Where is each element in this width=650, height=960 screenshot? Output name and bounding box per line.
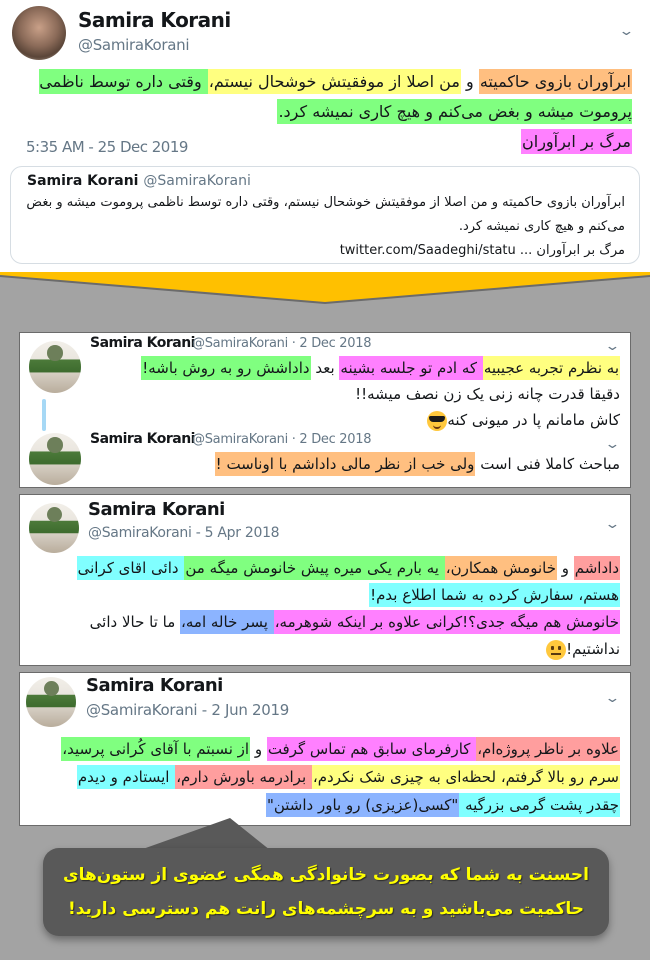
quoted-link[interactable]: twitter.com/Saadeghi/statu [339,243,516,258]
avatar[interactable] [29,433,81,485]
highlight-segment: "کسی(عزیزی) رو باور داشتن" [266,793,459,817]
avatar[interactable] [29,341,81,393]
author-handle: @SamiraKorani · 2 Dec 2018 [192,336,372,351]
chevron-down-icon[interactable]: ⌄ [604,339,621,354]
highlight-segment: که ادم تو جلسه بشینه [339,356,482,380]
chevron-down-icon[interactable]: ⌄ [618,24,635,39]
author-handle: @SamiraKorani · 2 Dec 2018 [192,432,372,447]
text-segment: ما تا حالا دائی [89,613,181,631]
avatar[interactable] [12,6,66,60]
highlight-segment: ابرآوران بازوی حاکمیته [479,69,632,94]
highlight-segment: یه بارم یکی میره پیش خانومش میگه من [184,556,444,580]
text-segment: مباحث کاملا فنی است [475,455,620,473]
tweet-text [30,735,620,819]
author-name[interactable]: Samira Korani [78,8,231,32]
highlight-segment: هستم، سفارش کرده به شما اطلاع بدم! [369,583,620,607]
text-segment: و [460,72,479,91]
neutral-face-emoji-icon [546,640,566,660]
highlight-segment: داداشم [574,556,620,580]
author-name[interactable]: Samira Korani [86,675,223,696]
highlight-segment: وقتی داره توسط ناظمی پروموت میشه و بغض می‌کنم و هیچ کاری نمیشه کرد. [39,69,632,124]
highlight-segment: چقدر پشت گرمی بزرگیه [459,793,620,817]
text-segment: و [556,559,574,577]
highlight-segment: ایستادم و دیدم [77,765,175,789]
callout-box [43,848,609,936]
highlight-segment: ولی خب از نظر مالی داداشم با اوناست ! [215,452,476,476]
tweet-text [80,451,620,477]
thread-tweet-card [19,332,631,488]
text-line: دقیقا قدرت چانه زنی یک زن نصف میشه!! [355,385,620,403]
tweet-text [30,555,620,663]
highlight-segment: کارفرمای سابق هم تماس گرفت [267,737,476,761]
callout-text: احسنت به شما که بصورت خانوادگی همگی عضوی از ستون‌های حاکمیت می‌باشید و به سرچشمه‌های رانت هم دسترسی دارید! [62,865,589,919]
text-segment: و [250,740,267,758]
thread-connector [42,399,46,431]
arrow-banner [0,272,650,306]
highlight-segment: به نظرم تجربه عجیبیه [483,356,620,380]
highlight-segment: من اصلا از موفقیتش خوشحال نیستم، [208,69,461,94]
highlight-segment: علاوه بر ناظر پروژه‌ام، [476,737,620,761]
author-name[interactable]: Samira Korani [90,431,195,447]
quoted-author: Samira Korani @SamiraKorani [27,173,251,189]
author-handle[interactable]: @SamiraKorani [78,36,190,54]
highlight-segment: پسر خاله امه، [180,610,274,634]
text-segment: بعد [310,359,340,377]
quoted-text: ابرآوران بازوی حاکمیته و من اصلا از موفقیتش خوشحال نیستم، وقتی داره توسط ناظمی پروموت میشه و بغض می‌کنم و هیچ کاری نمیشه کرد. مرگ بر ابرآوران ... twitter.com/Saadeghi/statu [26,195,625,258]
callout-pointer [140,818,270,850]
sunglasses-emoji-icon [427,411,447,431]
author-name[interactable]: Samira Korani [88,499,225,520]
avatar[interactable] [26,677,76,727]
highlight-segment: مرگ بر ابرآوران [521,129,632,154]
author-handle: @SamiraKorani - 5 Apr 2018 [88,525,280,541]
chevron-down-icon[interactable]: ⌄ [604,517,621,532]
highlight-segment: از نسبتم با آقای کُرانی پرسید، [61,737,250,761]
highlight-segment: داداشش رو به روش باشه! [141,356,310,380]
author-handle: @SamiraKorani - 2 Jun 2019 [86,701,290,719]
quoted-tweet-card[interactable] [10,166,640,264]
highlight-segment: دائی اقای کرانی [77,556,185,580]
chevron-down-icon[interactable]: ⌄ [604,437,621,452]
tweet-card-apr-2018 [19,494,631,666]
author-name[interactable]: Samira Korani [90,335,195,351]
text-line: کاش مامانم پا در میونی کنه [447,411,620,429]
highlight-segment: سرم رو بالا گرفتم، لحظه‌ای به چیزی شک نکردم، [312,765,620,789]
tweet-card-jun-2019 [19,672,631,826]
text-segment: نداشتیم! [566,640,620,658]
highlight-segment: خانومش همکارن، [445,556,557,580]
avatar[interactable] [29,503,79,553]
highlight-segment: خانومش هم میگه جدی؟!کرانی علاوه بر اینکه شوهرمه، [274,610,620,634]
highlight-segment: برادرمه باورش دارم، [175,765,312,789]
chevron-down-icon[interactable]: ⌄ [604,691,621,706]
tweet-text [80,355,620,433]
tweet-timestamp[interactable]: 5:35 AM - 25 Dec 2019 [26,138,188,156]
original-tweet [0,0,650,272]
